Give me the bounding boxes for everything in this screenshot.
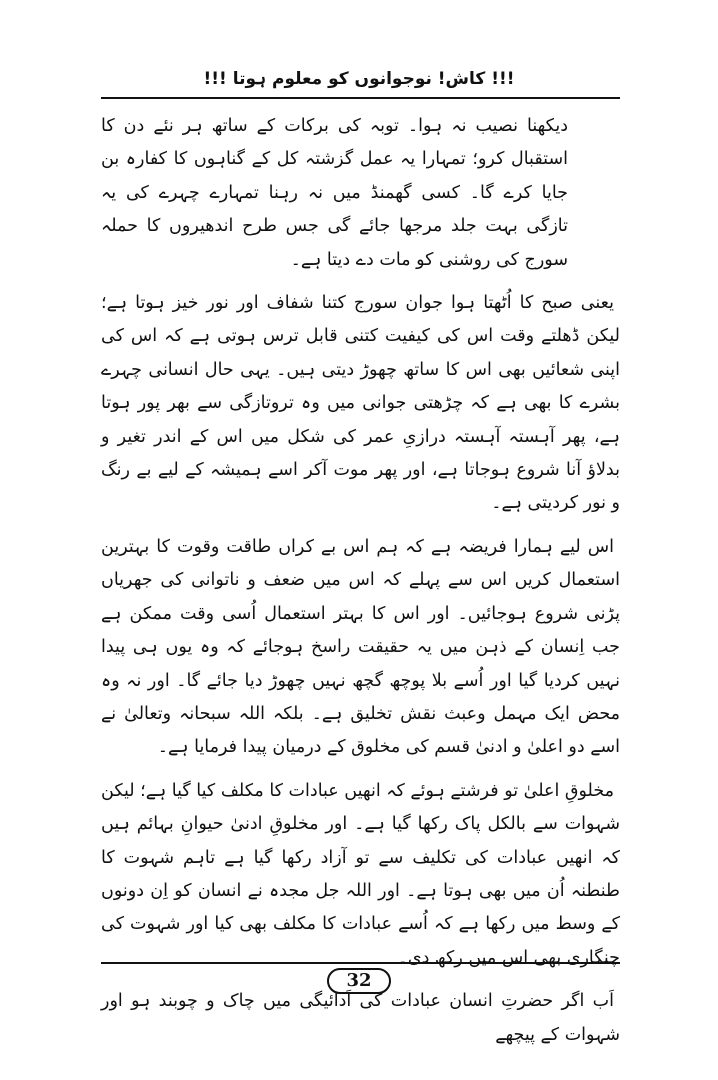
footer-divider [101, 962, 620, 964]
header-divider [101, 97, 620, 99]
running-header: !!! کاش! نوجوانوں کو معلوم ہوتا !!! [203, 69, 515, 89]
body-paragraph: یعنی صبح کا اُٹھتا ہوا جوان سورج کتنا شفاف اور نور خیز ہوتا ہے؛ لیکن ڈھلتے وقت اس کی کیفیت کتنی قابل ترس ہوتی ہے کہ اس کی اپنی شعائیں بھی اس کا ساتھ چھوڑ دیتی ہیں۔ یہی حال انسانی چہرے بشرے کا بھی ہے کہ چڑھتی جوانی میں وہ تروتازگی سے بھر پور ہوتا ہے، پھر آہستہ آہستہ درازیِ عمر کی شکل میں اس کے اندر تغیر و بدلاؤ آنا شروع ہوجاتا ہے، اور پھر موت آکر اسے ہمیشہ کے لیے بے رنگ و نور کردیتی ہے۔ [101, 293, 620, 514]
body-paragraph: اس لیے ہمارا فریضہ ہے کہ ہم اس بے کراں طاقت وقوت کا بہترین استعمال کریں اس سے پہلے کہ اس میں ضعف و ناتوانی کی جھریاں پڑنی شروع ہوجائیں۔ اور اس کا بہتر استعمال اُسی وقت ممکن ہے جب اِنسان کے ذہن میں یہ حقیقت راسخ ہوجائے کہ وہ یوں ہی پیدا نہیں کردیا گیا اور اُسے بلا پوچھ گچھ نہیں چھوڑ دیا جائے گا۔ اور نہ وہ محض ایک مہمل وعبث نقش تخلیق ہے۔ بلکہ اللہ سبحانہ وتعالیٰ نے اسے دو اعلیٰ و ادنیٰ قسم کی مخلوق کے درمیان پیدا فرمایا ہے۔ [101, 536, 620, 758]
page-number-badge: 32 [327, 968, 391, 994]
body-paragraph: مخلوقِ اعلیٰ تو فرشتے ہوئے کہ انھیں عبادات کا مکلف کیا گیا ہے؛ لیکن شہوات سے بالکل پاک رکھا گیا ہے۔ اور مخلوقِ ادنیٰ حیوانِ بہائم ہیں کہ انھیں عبادات کی تکلیف سے تو آزاد رکھا گیا ہے تاہم شہوت کا طنطنہ اُن میں بھی ہوتا ہے۔ اور اللہ جل مجدہ نے انسان کو اِن دونوں کے وسط میں رکھا ہے کہ اُسے عبادات کا مکلف بھی کیا اور شہوت کی چنگاری بھی اس میں رکھ دی۔ [101, 780, 620, 968]
body-paragraph: اَب اگر حضرتِ انسان عبادات کی اَدائیگی میں چاک و چوبند ہو اور شہوات کے پیچھے [101, 991, 620, 1045]
quoted-paragraph: دیکھنا نصیب نہ ہوا۔ توبہ کی برکات کے ساتھ ہر نئے دن کا استقبال کرو؛ تمہارا یہ عمل گزشتہ کل کے گناہوں کا کفارہ بن جایا کرے گا۔ کسی گھمنڈ میں نہ رہنا تمہارے چہرے کی یہ تازگی بہت جلد مرجھا جائے گی جس طرح اندھیروں کا حملہ سورج کی روشنی کو مات دے دیتا ہے۔ [101, 116, 568, 270]
